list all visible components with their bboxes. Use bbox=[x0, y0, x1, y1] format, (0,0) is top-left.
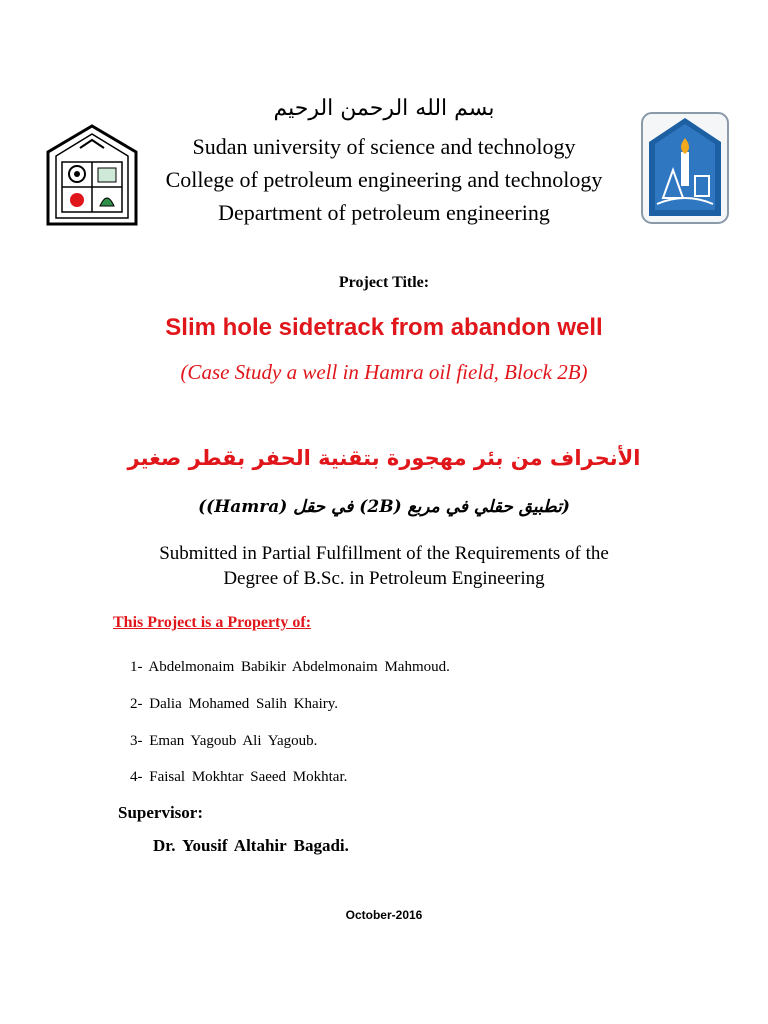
member-item: 3- Eman Yagoub Ali Yagoub. bbox=[130, 733, 318, 749]
university-name: Sudan university of science and technology bbox=[192, 134, 576, 159]
submission-line-2: Degree of B.Sc. in Petroleum Engineering bbox=[223, 568, 545, 589]
college-name: College of petroleum engineering and technology bbox=[165, 167, 603, 192]
supervisor-name: Dr. Yousif Altahir Bagadi. bbox=[153, 836, 349, 855]
project-title-arabic: الأنحراف من بئر مهجورة بتقنية الحفر بقطر صغير bbox=[127, 446, 641, 470]
property-label: This Project is a Property of: bbox=[113, 614, 312, 631]
department-name: Department of petroleum engineering bbox=[218, 200, 550, 225]
supervisor-label: Supervisor: bbox=[118, 803, 203, 822]
submission-line-1: Submitted in Partial Fulfillment of the Requirements of the bbox=[159, 543, 609, 564]
project-title-english: Slim hole sidetrack from abandon well bbox=[165, 314, 603, 341]
project-title-label: Project Title: bbox=[338, 274, 430, 291]
member-item: 4- Faisal Mokhtar Saeed Mokhtar. bbox=[130, 769, 348, 785]
submission-statement bbox=[0, 541, 768, 591]
case-study-subtitle: (Case Study a well in Hamra oil field, Block 2B) bbox=[180, 360, 588, 384]
submission-date: October-2016 bbox=[345, 908, 423, 922]
case-study-subtitle-arabic: (تطبيق حقلي في مربع (2B) في حقل (Hamra)) bbox=[198, 497, 570, 517]
member-item: 2- Dalia Mohamed Salih Khairy. bbox=[130, 696, 339, 712]
member-item: 1- Abdelmonaim Babikir Abdelmonaim Mahmoud. bbox=[130, 659, 450, 675]
basmala: بسم الله الرحمن الرحيم bbox=[273, 96, 495, 121]
